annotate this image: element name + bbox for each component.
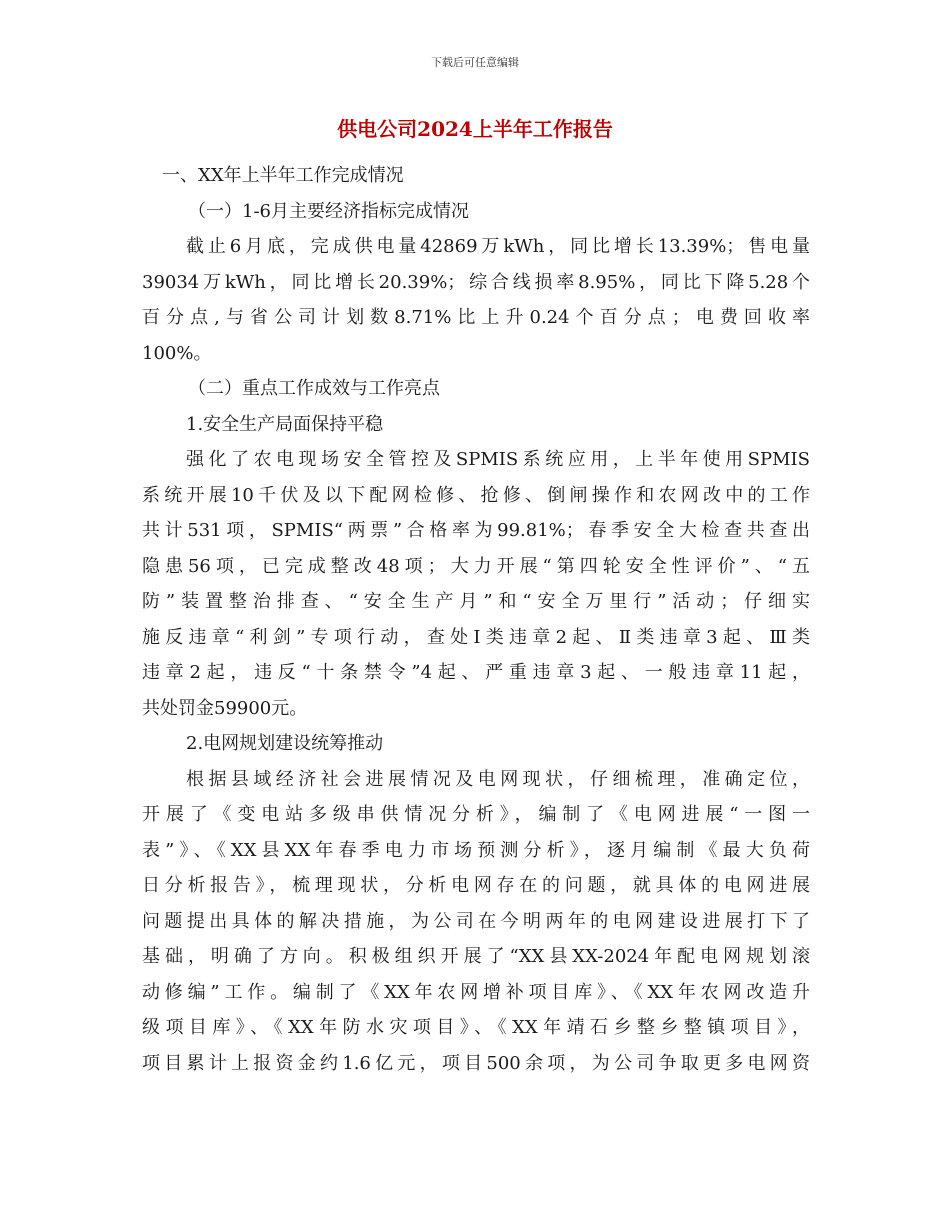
item-heading: 2.电网规划建设统筹推动 bbox=[186, 733, 384, 754]
section-heading: 一、XX年上半年工作完成情况 bbox=[162, 165, 404, 186]
paragraph-line: 39034万kWh，同比增长20.39%；综合线损率8.95%，同比下降5.28个 bbox=[142, 271, 810, 293]
paragraph-line: 表”》、《XX县XX年春季电力市场预测分析》，逐月编制《最大负荷 bbox=[142, 839, 810, 861]
paragraph-line: 级项目库》、《XX年防水灾项目》、《XX年靖石乡整乡整镇项目》， bbox=[142, 1017, 810, 1038]
paragraph-line: 违章2起，违反“十条禁令”4起、严重违章3起、一般违章11起， bbox=[142, 662, 810, 683]
paragraph-line: 截止6月底，完成供电量42869万kWh，同比增长13.39%；售电量 bbox=[186, 236, 810, 257]
document-title: 供电公司2024上半年工作报告 bbox=[337, 117, 613, 141]
paragraph-line: 系统开展10千伏及以下配网检修、抢修、倒闸操作和农网改中的工作 bbox=[142, 484, 810, 506]
paragraph-line: 问题提出具体的解决措施，为公司在今明两年的电网建设进展打下了 bbox=[142, 910, 810, 932]
paragraph-line: 共处罚金59900元。 bbox=[142, 697, 308, 719]
paragraph-line: 强化了农电现场安全管控及SPMIS系统应用，上半年使用SPMIS bbox=[186, 449, 810, 470]
paragraph-line: 100%。 bbox=[142, 342, 212, 364]
item-heading: 1.安全生产局面保持平稳 bbox=[186, 413, 384, 435]
subsection-heading: （一）1-6月主要经济指标完成情况 bbox=[188, 200, 469, 222]
paragraph-line: 防”装置整治排查、“安全生产月”和“安全万里行”活动；仔细实 bbox=[142, 591, 810, 612]
document-body bbox=[142, 158, 810, 1081]
paragraph-line: 施反违章“利剑”专项行动，查处Ⅰ类违章2起、Ⅱ类违章3起、Ⅲ类 bbox=[142, 626, 810, 648]
paragraph-line: 日分析报告》，梳理现状，分析电网存在的问题，就具体的电网进展 bbox=[142, 875, 810, 896]
paragraph-line: 基础，明确了方向。积极组织开展了“XX县XX-2024年配电网规划滚 bbox=[142, 946, 810, 967]
paragraph-line: 动修编”工作。编制了《XX年农网增补项目库》、《XX年农网改造升 bbox=[142, 981, 810, 1003]
paragraph-line: 百分点,与省公司计划数8.71%比上升0.24个百分点；电费回收率 bbox=[142, 307, 810, 328]
paragraph-line: 开展了《变电站多级串供情况分析》，编制了《电网进展“一图一 bbox=[142, 804, 810, 825]
paragraph-line: 隐患56项，已完成整改48项；大力开展“第四轮安全性评价”、“五 bbox=[142, 555, 810, 577]
paragraph-line: 共计531项，SPMIS“两票”合格率为99.81%；春季安全大检查共查出 bbox=[142, 520, 810, 541]
paragraph-line: 根据县域经济社会进展情况及电网现状，仔细梳理，准确定位， bbox=[186, 768, 810, 790]
header-note: 下载后可任意编辑 bbox=[431, 56, 519, 69]
subsection-heading: （二）重点工作成效与工作亮点 bbox=[188, 378, 440, 399]
paragraph-line: 项目累计上报资金约1.6亿元，项目500余项，为公司争取更多电网资 bbox=[142, 1052, 810, 1074]
